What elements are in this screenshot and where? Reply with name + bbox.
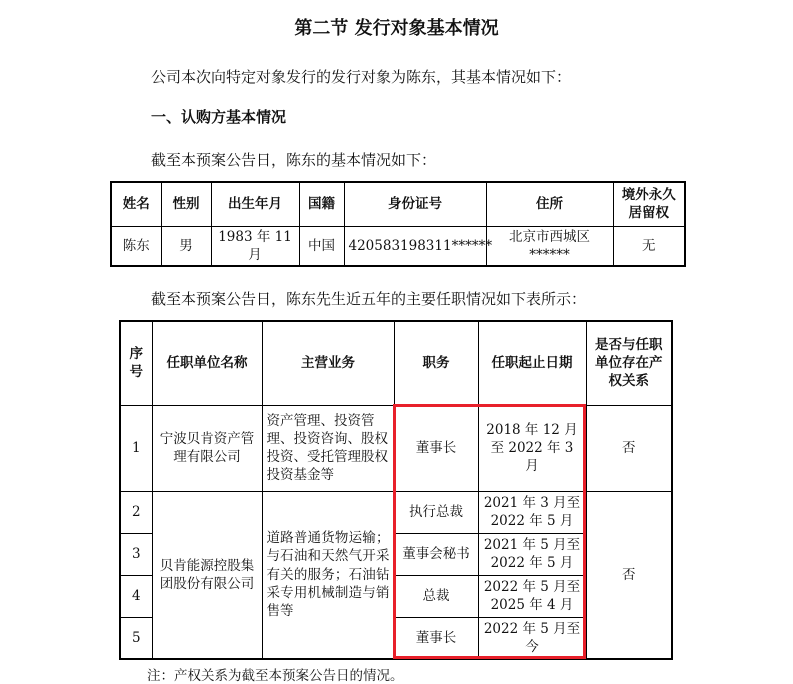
- header-address: 住所: [486, 182, 613, 226]
- header-nationality: 国籍: [299, 182, 344, 226]
- cell-id-number: 420583198311******: [344, 226, 486, 266]
- cell-residency: 无: [613, 226, 685, 266]
- position: 执行总裁: [394, 491, 478, 533]
- header-residency: 境外永久居留权: [613, 182, 685, 226]
- section-heading: 一、认购方基本情况: [151, 108, 287, 126]
- company-name: 贝肯能源控股集团股份有限公司: [152, 491, 262, 659]
- table-note: 注：产权关系为截至本预案公告日的情况。: [147, 668, 404, 684]
- header-name: 姓名: [111, 182, 161, 226]
- header-no: 序号: [120, 321, 152, 405]
- header-period: 任职起止日期: [478, 321, 586, 405]
- position: 董事长: [394, 617, 478, 659]
- basic-info-table: [110, 181, 686, 267]
- section-title: 第二节 发行对象基本情况: [294, 18, 499, 39]
- company-name: 宁波贝肯资产管理有限公司: [152, 405, 262, 491]
- employment-table: [119, 320, 673, 660]
- cell-gender: 男: [161, 226, 211, 266]
- main-business: 资产管理、投资管理、投资咨询、股权投资、受托管理股权投资基金等: [262, 405, 394, 491]
- row-no: 4: [120, 575, 152, 617]
- period: 2022 年 5 月至今: [478, 617, 586, 659]
- basic-table-header-row: [111, 182, 685, 226]
- row-no: 3: [120, 533, 152, 575]
- intro-paragraph: 公司本次向特定对象发行的发行对象为陈东，其基本情况如下：: [151, 68, 572, 86]
- cell-birth: 1983 年 11 月: [211, 226, 299, 266]
- position: 总裁: [394, 575, 478, 617]
- position: 董事会秘书: [394, 533, 478, 575]
- row-no: 5: [120, 617, 152, 659]
- header-birth: 出生年月: [211, 182, 299, 226]
- basic-table-row: [111, 226, 685, 266]
- equity-relation: 否: [586, 405, 672, 491]
- period: 2018 年 12 月至 2022 年 3 月: [478, 405, 586, 491]
- header-company: 任职单位名称: [152, 321, 262, 405]
- header-business: 主营业务: [262, 321, 394, 405]
- employment-header-row: [120, 321, 672, 405]
- cell-address: 北京市西城区******: [486, 226, 613, 266]
- cell-nationality: 中国: [299, 226, 344, 266]
- row-no: 2: [120, 491, 152, 533]
- basic-info-intro: 截至本预案公告日，陈东的基本情况如下：: [151, 151, 437, 169]
- position: 董事长: [394, 405, 478, 491]
- cell-name: 陈东: [111, 226, 161, 266]
- table-row: [120, 491, 672, 533]
- period: 2021 年 5 月至 2022 年 5 月: [478, 533, 586, 575]
- period: 2021 年 3 月至 2022 年 5 月: [478, 491, 586, 533]
- row-no: 1: [120, 405, 152, 491]
- table-row: [120, 405, 672, 491]
- header-id-number: 身份证号: [344, 182, 486, 226]
- employment-intro: 截至本预案公告日，陈东先生近五年的主要任职情况如下表所示：: [151, 290, 587, 308]
- main-business: 道路普通货物运输；与石油和天然气开采有关的服务；石油钻采专用机械制造与销售等: [262, 491, 394, 659]
- header-equity: 是否与任职单位存在产权关系: [586, 321, 672, 405]
- header-gender: 性别: [161, 182, 211, 226]
- equity-relation: 否: [586, 491, 672, 659]
- period: 2022 年 5 月至 2025 年 4 月: [478, 575, 586, 617]
- header-position: 职务: [394, 321, 478, 405]
